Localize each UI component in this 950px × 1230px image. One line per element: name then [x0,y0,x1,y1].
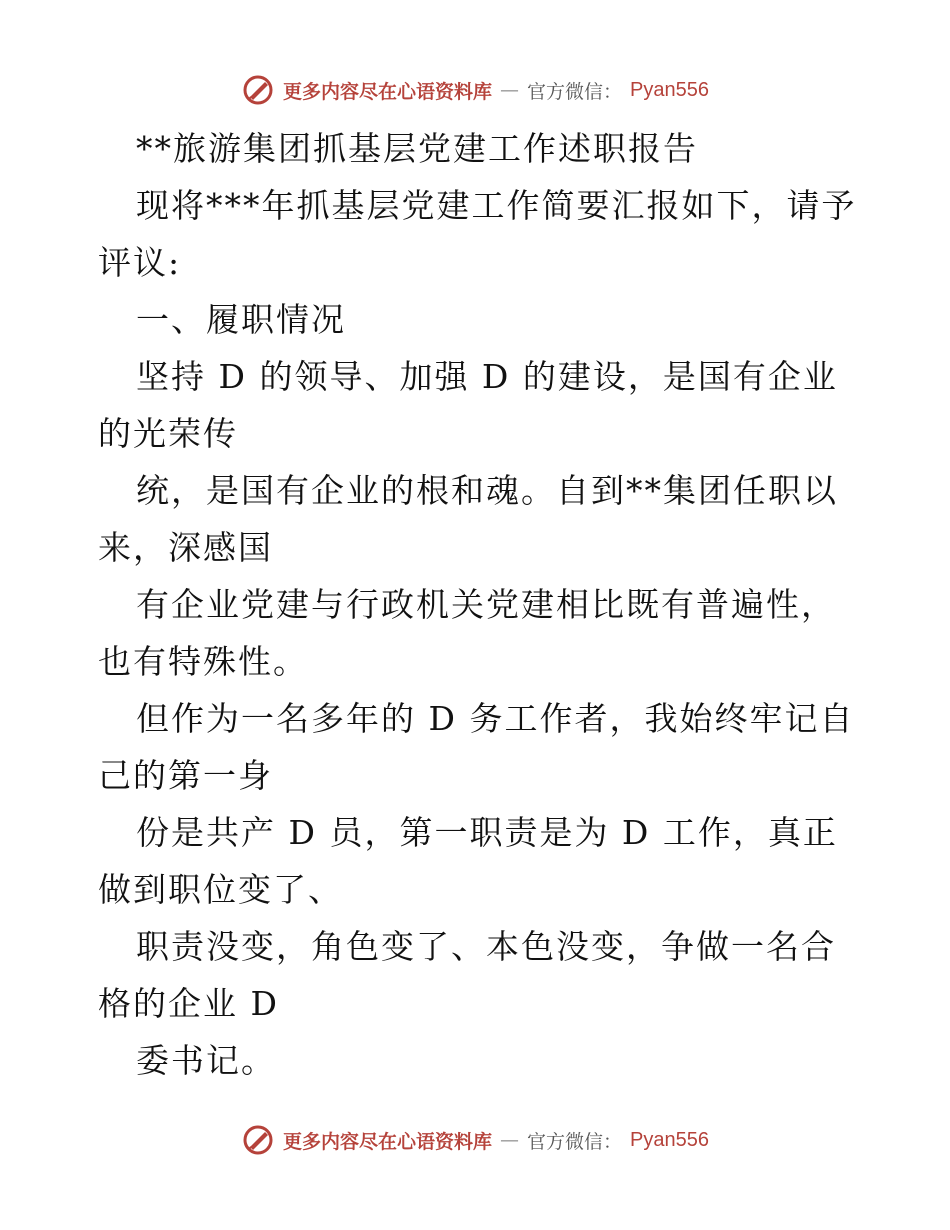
footer-watermark-banner [0,1120,950,1160]
paragraph: 份是共产 D 员，第一职责是为 D 工作，真正做到职位变了、 [98,813,838,909]
paragraph: 有企业党建与行政机关党建相比既有普遍性，也有特殊性。 [98,585,836,681]
paragraph: 统，是国有企业的根和魂。自到**集团任职以来，深感国 [98,471,838,567]
banner-separator: — [500,1129,520,1151]
paragraph: 现将***年抓基层党建工作简要汇报如下，请予评议: [98,186,857,282]
section-heading: 一、履职情况 [136,300,346,339]
paragraph: 但作为一名多年的 D 务工作者，我始终牢记自己的第一身 [98,699,855,795]
wechat-id: Pyan556 [630,78,709,101]
wechat-label: 官方微信： [527,80,623,103]
banner-separator: — [500,79,520,101]
wechat-id: Pyan556 [630,1128,709,1151]
wechat-label: 官方微信： [527,1130,623,1153]
paragraph: 坚持 D 的领导、加强 D 的建设，是国有企业的光荣传 [98,357,838,453]
paragraph: 委书记。 [136,1041,276,1080]
paragraph: 职责没变，角色变了、本色没变，争做一名合格的企业 D [98,927,836,1023]
promo-text: 更多内容尽在心语资料库 [283,80,493,103]
document-title: **旅游集团抓基层党建工作述职报告 [136,129,698,168]
quill-seal-icon [241,1123,275,1157]
quill-seal-icon [241,73,275,107]
header-watermark-banner [0,70,950,110]
promo-text: 更多内容尽在心语资料库 [283,1130,493,1153]
document-body [98,120,858,1089]
